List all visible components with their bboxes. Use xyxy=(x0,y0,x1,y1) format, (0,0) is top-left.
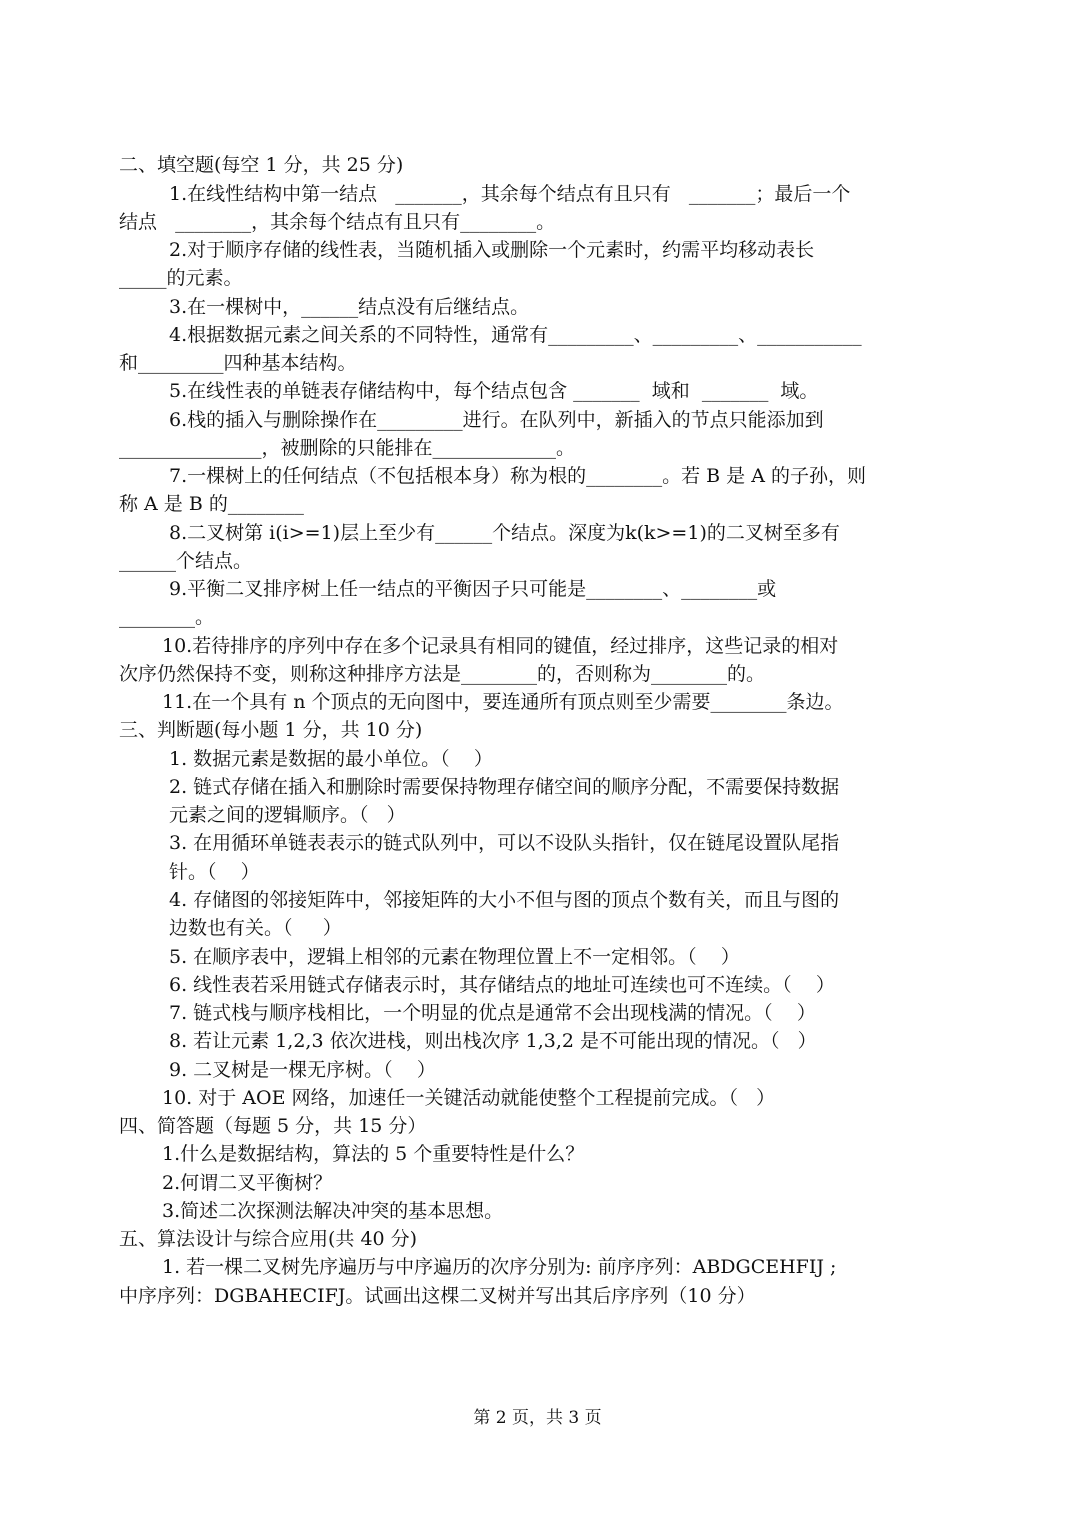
true-false-line: 元素之间的逻辑顺序。（ ） xyxy=(169,804,406,826)
section-heading-algorithm: 五、算法设计与综合应用(共 40 分) xyxy=(119,1228,418,1250)
fill-blank-line: 4.根据数据元素之间关系的不同特性，通常有_________、_________、___________ xyxy=(169,324,862,346)
fill-blank-line: ________。 xyxy=(119,606,215,628)
algorithm-line: 中序序列：DGBAHECIFJ。试画出这棵二叉树并写出其后序序列（10 分） xyxy=(119,1285,756,1307)
fill-blank-line: 8.二叉树第 i(i>=1)层上至少有______个结点。深度为k(k>=1)的二叉树至多有 xyxy=(169,522,840,544)
algorithm-line: 1. 若一棵二叉树先序遍历与中序遍历的次序分别为: 前序序列：ABDGCEHFIJ ; xyxy=(162,1256,837,1278)
fill-blank-line: 1.在线性结构中第一结点 _______，其余每个结点有且只有 _______；最后一个 xyxy=(169,183,851,205)
true-false-line: 针。（ ） xyxy=(169,861,260,883)
fill-blank-line: 2.对于顺序存储的线性表，当随机插入或删除一个元素时，约需平均移动表长 xyxy=(169,239,815,261)
true-false-line: 1. 数据元素是数据的最小单位。（ ） xyxy=(169,748,493,770)
fill-blank-line: 10.若待排序的序列中存在多个记录具有相同的键值，经过排序，这些记录的相对 xyxy=(162,635,839,657)
fill-blank-line: 6.栈的插入与删除操作在_________进行。在队列中，新插入的节点只能添加到 xyxy=(169,409,824,431)
true-false-line: 10. 对于 AOE 网络，加速任一关键活动就能使整个工程提前完成。（ ） xyxy=(162,1087,776,1109)
short-answer-line: 1.什么是数据结构，算法的 5 个重要特性是什么？ xyxy=(162,1143,585,1165)
short-answer-line: 2.何谓二叉平衡树？ xyxy=(162,1172,333,1194)
short-answer-line: 3.简述二次探测法解决冲突的基本思想。 xyxy=(162,1200,504,1222)
fill-blank-line: 称 A 是 B 的________ xyxy=(119,493,304,515)
fill-blank-line: 结点 ________，其余每个结点有且只有________。 xyxy=(119,211,556,233)
true-false-line: 2. 链式存储在插入和删除时需要保持物理存储空间的顺序分配，不需要保持数据 xyxy=(169,776,840,798)
fill-blank-line: _____的元素。 xyxy=(119,267,243,289)
true-false-line: 3. 在用循环单链表表示的链式队列中，可以不设队头指针，仅在链尾设置队尾指 xyxy=(169,832,840,854)
section-heading-fill-blank: 二、填空题(每空 1 分，共 25 分) xyxy=(119,154,404,176)
fill-blank-line: _______________，被删除的只能排在_____________。 xyxy=(119,437,576,459)
true-false-line: 9. 二叉树是一棵无序树。（ ） xyxy=(169,1059,436,1081)
page-number: 第 2 页，共 3 页 xyxy=(473,1408,602,1428)
fill-blank-line: 7.一棵树上的任何结点（不包括根本身）称为根的________。若 B 是 A 的子孙，则 xyxy=(169,465,866,487)
true-false-line: 4. 存储图的邻接矩阵中，邻接矩阵的大小不但与图的顶点个数有关，而且与图的 xyxy=(169,889,840,911)
fill-blank-line: ______个结点。 xyxy=(119,550,253,572)
fill-blank-line: 和_________四种基本结构。 xyxy=(119,352,357,374)
fill-blank-line: 3.在一棵树中，______结点没有后继结点。 xyxy=(169,296,530,318)
true-false-line: 7. 链式栈与顺序栈相比，一个明显的优点是通常不会出现栈满的情况。（ ） xyxy=(169,1002,816,1024)
section-heading-short-answer: 四、简答题（每题 5 分，共 15 分） xyxy=(119,1115,427,1137)
true-false-line: 边数也有关。（ ） xyxy=(169,917,342,939)
fill-blank-line: 11.在一个具有 n 个顶点的无向图中，要连通所有顶点则至少需要________条边。 xyxy=(162,691,844,713)
true-false-line: 6. 线性表若采用链式存储表示时，其存储结点的地址可连续也可不连续。（ ） xyxy=(169,974,835,996)
fill-blank-line: 5.在线性表的单链表存储结构中，每个结点包含 _______ 域和 _______ 域。 xyxy=(169,380,819,402)
fill-blank-line: 次序仍然保持不变，则称这种排序方法是________的，否则称为________的。 xyxy=(119,663,766,685)
fill-blank-line: 9.平衡二叉排序树上任一结点的平衡因子只可能是________、________或 xyxy=(169,578,777,600)
true-false-line: 5. 在顺序表中，逻辑上相邻的元素在物理位置上不一定相邻。（ ） xyxy=(169,946,740,968)
section-heading-true-false: 三、判断题(每小题 1 分，共 10 分) xyxy=(119,719,423,741)
true-false-line: 8. 若让元素 1,2,3 依次进栈，则出栈次序 1,3,2 是不可能出现的情况。（ ） xyxy=(169,1030,817,1052)
